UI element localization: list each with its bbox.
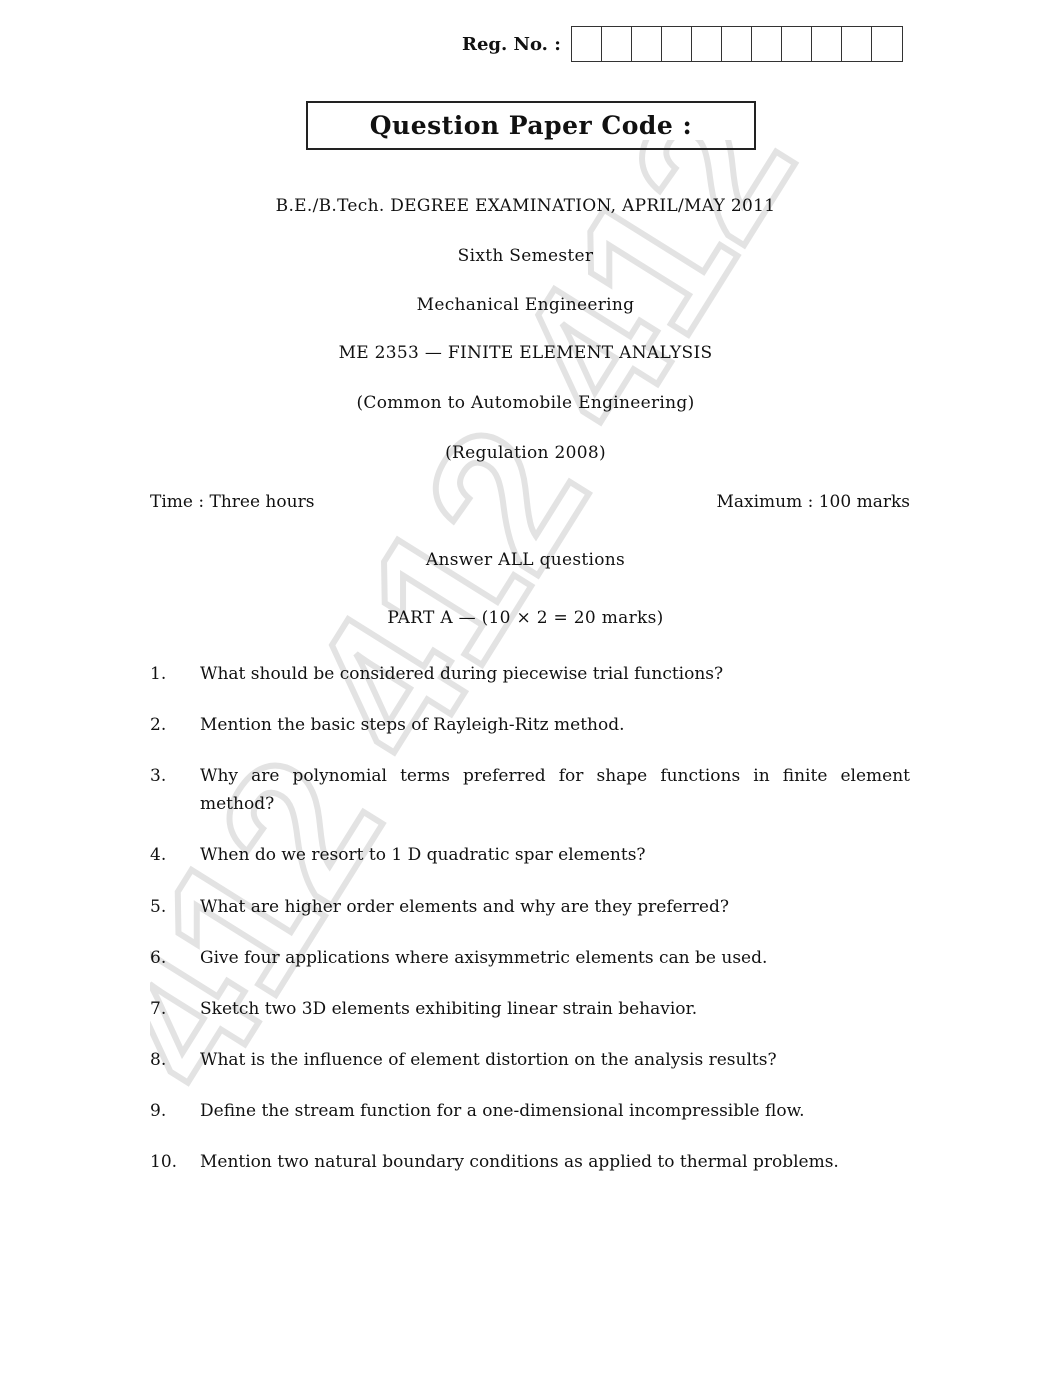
common-note: (Common to Automobile Engineering) <box>356 393 695 413</box>
question-text: What is the influence of element distortion on the analysis results? <box>200 1050 777 1070</box>
question-paper-code-label: Question Paper Code : <box>369 111 693 140</box>
reg-number-box <box>662 27 692 61</box>
reg-number-box <box>602 27 632 61</box>
reg-number-box <box>632 27 662 61</box>
question-list <box>150 660 910 1176</box>
subject: ME 2353 — FINITE ELEMENT ANALYSIS <box>338 343 713 363</box>
question-number: 2. <box>150 715 167 735</box>
reg-number-label: Reg. No. : <box>462 33 561 55</box>
question-number: 8. <box>150 1050 167 1070</box>
question-item <box>150 841 910 869</box>
regulation: (Regulation 2008) <box>445 443 606 463</box>
reg-number-box <box>812 27 842 61</box>
question-number: 1. <box>150 664 167 684</box>
instruction: Answer ALL questions <box>425 550 626 570</box>
question-text: When do we resort to 1 D quadratic spar elements? <box>200 845 646 865</box>
question-text: Mention the basic steps of Rayleigh-Ritz method. <box>200 715 625 735</box>
reg-number-box <box>692 27 722 61</box>
question-item <box>150 893 910 921</box>
question-number: 7. <box>150 999 167 1019</box>
time-marks-row <box>150 492 910 512</box>
question-item <box>150 660 910 688</box>
question-number: 4. <box>150 845 167 865</box>
exam-title: B.E./B.Tech. DEGREE EXAMINATION, APRIL/MAY 2011 <box>275 196 776 216</box>
reg-number-box <box>872 27 902 61</box>
question-number: 9. <box>150 1101 167 1121</box>
question-number: 5. <box>150 897 167 917</box>
question-item <box>150 1046 910 1074</box>
question-text: Mention two natural boundary conditions as applied to thermal problems. <box>200 1152 839 1172</box>
reg-number-box <box>752 27 782 61</box>
question-text: Give four applications where axisymmetric elements can be used. <box>200 948 768 968</box>
question-item <box>150 1148 910 1176</box>
question-paper-code-box <box>306 101 756 150</box>
semester: Sixth Semester <box>457 246 594 266</box>
reg-number-box <box>842 27 872 61</box>
question-item <box>150 995 910 1023</box>
department: Mechanical Engineering <box>416 295 635 315</box>
question-number: 6. <box>150 948 167 968</box>
question-text: Sketch two 3D elements exhibiting linear strain behavior. <box>200 999 698 1019</box>
question-item <box>150 711 910 739</box>
reg-number-field <box>462 26 903 62</box>
question-item <box>150 762 910 818</box>
question-item <box>150 1097 910 1125</box>
reg-number-boxes <box>571 26 903 62</box>
reg-number-box <box>722 27 752 61</box>
maximum-marks: Maximum : 100 marks <box>716 492 910 512</box>
question-text: Why are polynomial terms preferred for shape functions in finite element method? <box>200 766 910 814</box>
question-item <box>150 944 910 972</box>
question-text: What should be considered during piecewise trial functions? <box>200 664 724 684</box>
watermark-text: 412 412 412 <box>150 140 836 1123</box>
question-text: Define the stream function for a one-dimensional incompressible flow. <box>200 1101 805 1121</box>
part-heading: PART A — (10 × 2 = 20 marks) <box>387 608 664 628</box>
time-allowed: Time : Three hours <box>150 492 315 512</box>
reg-number-box <box>782 27 812 61</box>
question-number: 10. <box>150 1152 178 1172</box>
reg-number-box <box>572 27 602 61</box>
question-text: What are higher order elements and why are they preferred? <box>200 897 729 917</box>
question-number: 3. <box>150 766 167 786</box>
